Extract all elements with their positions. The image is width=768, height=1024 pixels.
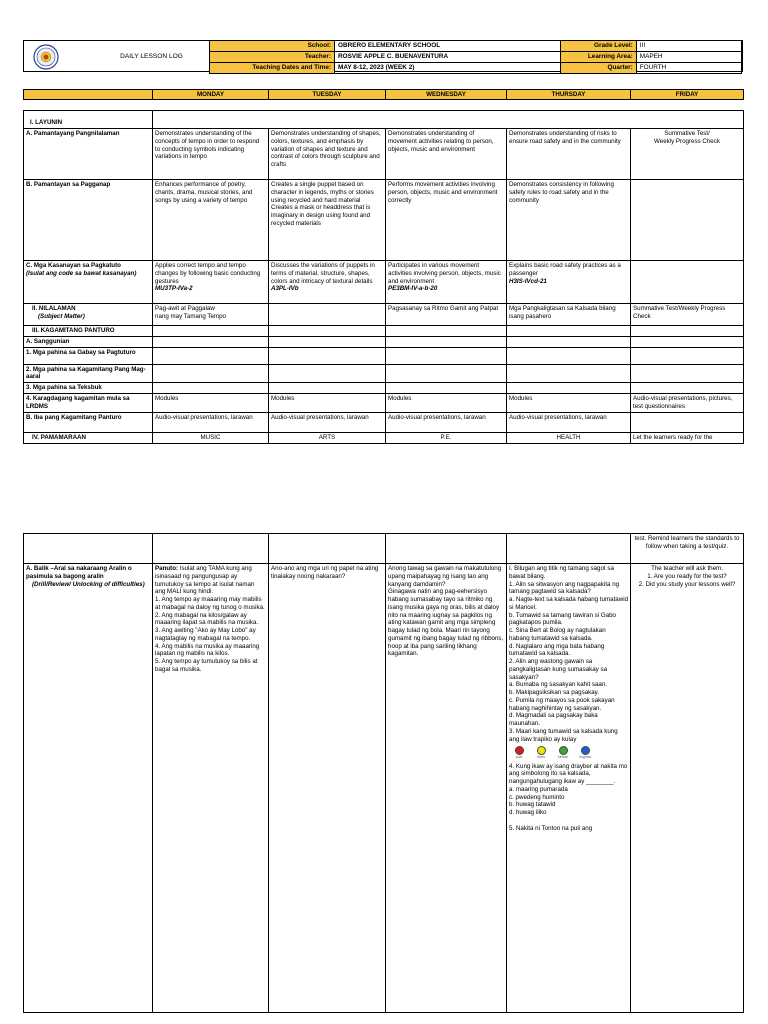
c-friday bbox=[631, 261, 744, 304]
p2-top-thu bbox=[507, 534, 631, 564]
balik-thursday-part2: 4. Kung ikaw ay isang drayber at nakita mo ang simbolong ito sa kalsada, nangungahulugang ikaw ay ________. a. maaring pumarada c. pwedeng huminto b. huwag tatawid d. huwag iliko bbox=[509, 762, 628, 817]
school-value: OBRERO ELEMENTARY SCHOOL bbox=[335, 41, 561, 52]
balik-tuesday: Ano-ano ang mga uri ng papet na ating tinalakay noong nakaraan? bbox=[269, 564, 386, 1013]
nilalaman-friday: Summative Test/Weekly Progress Check bbox=[631, 304, 744, 326]
kp-wed bbox=[386, 326, 507, 337]
nilalaman-monday: Pag-awit at Paggalaw nang may Tamang Tempo bbox=[153, 304, 269, 326]
pamantayan-sa-pagganap-label: B. Pamantayan sa Pagganap bbox=[24, 180, 153, 261]
day-friday: FRIDAY bbox=[631, 90, 744, 100]
p2-top-wed bbox=[386, 534, 507, 564]
km-thu bbox=[507, 364, 631, 383]
sg-mon bbox=[153, 336, 269, 347]
pamamaraan-monday: MUSIC bbox=[153, 432, 269, 443]
green-circle-icon bbox=[559, 746, 568, 755]
b-friday bbox=[631, 180, 744, 261]
karagdagang-monday: Modules bbox=[153, 393, 269, 412]
pamamaraan-friday: Let the learners ready for the bbox=[631, 432, 744, 443]
b-wednesday: Performs movement activities involving person, objects, music and environment correctly bbox=[386, 180, 507, 261]
dates-value: MAY 8-12, 2023 (WEEK 2) bbox=[335, 63, 561, 74]
iba-monday: Audio-visual presentations, larawan bbox=[153, 412, 269, 432]
tb-fri bbox=[631, 383, 744, 394]
yellow-circle-icon bbox=[537, 746, 546, 755]
p2-friday-continuation: test. Remind learners the standards to follow when taking a test/quiz. bbox=[631, 534, 744, 564]
balik-friday: The teacher will ask them. 1. Are you ready for the test? 2. Did you study your lessons well? bbox=[631, 564, 744, 1013]
nilalaman-tuesday bbox=[269, 304, 386, 326]
tb-thu bbox=[507, 383, 631, 394]
kasanayan-label: C. Mga Kasanayan sa Pagkatuto bbox=[26, 262, 121, 269]
days-header-row bbox=[23, 89, 744, 100]
panuto-label: Panuto: bbox=[155, 565, 179, 572]
tb-wed bbox=[386, 383, 507, 394]
traffic-choice bbox=[557, 746, 569, 759]
balik-thursday bbox=[507, 564, 631, 1013]
teacher-value: ROSVIE APPLE C. BUENAVENTURA bbox=[335, 52, 561, 63]
gb-thu bbox=[507, 347, 631, 364]
iba-tuesday: Audio-visual presentations, larawan bbox=[269, 412, 386, 432]
learning-area-value: MAPEH bbox=[636, 52, 741, 63]
balik-thursday-part1: I. Bilugan ang titik ng tamang sagot sa bawat bilang. 1. Alin sa sitwasyon ang nagpapakita ng tamang pagtawid sa kalsada? a. Nagte-text sa kalsada habang tumatawid si Maricel. b. Tumawid sa tamang tawiran si Gabo pagkatapos pumila. c. Sina Bert at Bolog ay nagtulakan habang tumatawid sa kalsada. d. Naglalaro ang mga bata habang tumatawid sa kalsada. 2. Alin ang wastong gawain sa pangkaligtasan kung sumasakay sa sasakyan? a. Bumaba ng sasakyan kahit saan. b. Makipagsiksikan sa pagsakay. c. Pumila ng maayos sa pook sakayan habang naghihintay ng sasakyan. d. Magmadali sa pagsakay baka maunahan. 3. Maari kang tumawid sa kalsada kung ang ilaw trapiko ay kulay bbox=[509, 565, 629, 743]
gb-wed bbox=[386, 347, 507, 364]
c-tuesday-code: A3PL-IVb bbox=[271, 285, 299, 293]
km-wed bbox=[386, 364, 507, 383]
kagamitang-mag-aaral-label: 2. Mga pahina sa Kagamitang Pang Mag-aaral bbox=[24, 364, 153, 383]
kp-fri bbox=[631, 326, 744, 337]
c-wednesday bbox=[386, 261, 507, 304]
karagdagang-label: 4. Karagdagang kagamitan mula sa LRDMS bbox=[24, 393, 153, 412]
c-monday-code: MU3TP-IVa-2 bbox=[155, 285, 193, 293]
lesson-table-page2 bbox=[23, 533, 744, 1013]
c-thursday-text: Explains basic road safety practices as a passenger bbox=[509, 262, 621, 277]
kasanayan-note: (Isulat ang code sa bawat kasanayan) bbox=[26, 269, 137, 277]
gb-fri bbox=[631, 347, 744, 364]
sanggunian-label: A. Sanggunian bbox=[24, 336, 153, 347]
sg-thu bbox=[507, 336, 631, 347]
balik-aral-note: (Drill/Review/ Unlocking of difficulties) bbox=[32, 580, 145, 588]
km-fri bbox=[631, 364, 744, 383]
iba-wednesday: Audio-visual presentations, larawan bbox=[386, 412, 507, 432]
sg-fri bbox=[631, 336, 744, 347]
sg-tue bbox=[269, 336, 386, 347]
sg-wed bbox=[386, 336, 507, 347]
km-tue bbox=[269, 364, 386, 383]
blue-circle-icon bbox=[581, 746, 590, 755]
kp-thu bbox=[507, 326, 631, 337]
deped-seal-icon bbox=[26, 43, 66, 71]
traffic-light-choices bbox=[513, 746, 628, 759]
a-thursday: Demonstrates understanding of risks to ensure road safety and in the community bbox=[507, 129, 631, 180]
p2-top-mon bbox=[153, 534, 269, 564]
b-thursday: Demonstrates consistency in following safety rules to road safety and in the community bbox=[507, 180, 631, 261]
balik-monday-text: Isulat ang TAMA kung ang isinasaad ng pangungusap ay tumutukoy sa tempo at isulat naman ang MALI kung hindi. 1. Ang tempo ay maaaring may mabilis at mabagal na daloy ng tunog o musika. 2. Ang mabagal na kilos/galaw ay maaaring ilapat sa mabilis na musika. 3. Ang awiting "Ako ay May Lobo" ay nagtataglay ng mabagal na tempo. 4. Ang mabilis na musika ay maaaring lapatan ng mabilis na kilos. 5. Ang tempo ay tumutukoy sa bilis at bagal sa musika. bbox=[155, 565, 265, 673]
c-tuesday-text: Discusses the variations of puppets in terms of material, structure, shapes, colors and intricacy of textural details bbox=[271, 262, 375, 285]
iba-thursday: Audio-visual presentations, larawan bbox=[507, 412, 631, 432]
c-monday-text: Applies correct tempo and tempo changes by following basic conducting gestures bbox=[155, 262, 261, 285]
pamamaraan-wednesday: P.E. bbox=[386, 432, 507, 443]
c-tuesday bbox=[269, 261, 386, 304]
days-corner-cell bbox=[24, 90, 153, 100]
school-label: School: bbox=[210, 41, 335, 52]
kasanayan-cell bbox=[24, 261, 153, 304]
learning-area-label: Learning Area: bbox=[561, 52, 637, 63]
pamantayang-pangnilalaman-label: A. Pamantayang Pangnilalaman bbox=[24, 129, 153, 180]
red-circle-icon bbox=[515, 746, 524, 755]
nilalaman-label: II. NILALAMAN bbox=[32, 305, 76, 312]
p2-top-tue bbox=[269, 534, 386, 564]
traffic-choice bbox=[535, 746, 547, 759]
dll-title: DAILY LESSON LOG bbox=[120, 53, 183, 60]
balik-thursday-part3: 5. Nakita ni Tonton na puli ang bbox=[509, 824, 593, 832]
km-mon bbox=[153, 364, 269, 383]
karagdagang-tuesday: Modules bbox=[269, 393, 386, 412]
day-monday: MONDAY bbox=[153, 90, 269, 100]
teacher-label: Teacher: bbox=[210, 52, 335, 63]
c-thursday bbox=[507, 261, 631, 304]
nilalaman-thursday: Mga Pangkaligtasan sa Kalsada bilang isang pasahero bbox=[507, 304, 631, 326]
teksbuk-label: 3. Mga pahina sa Teksbuk bbox=[24, 383, 153, 394]
gb-mon bbox=[153, 347, 269, 364]
a-monday: Demonstrates understanding of the concepts of tempo in order to respond to conducting symbols indicating variations in tempo bbox=[153, 129, 269, 180]
balik-wednesday: Anong tawag sa gawain na makatutulong upang maipahayag ng isang tao ang kanyang damdamin? Ginagawa natin ang pag-eehersisyo habang sumasabay tayo sa ritmiko ng isang musika gaya ng oras, bilis at daloy nito na maaring iugnay sa pagkilos ng ating katawan gamit ang mga simpleng bagay tulad ng bola. Maari rin tayong gumamit ng ibang bagay tulad ng ribbons, hoop at iba pang sariling likhang kagamitan. bbox=[386, 564, 507, 1013]
gabay-label: 1. Mga pahina sa Gabay sa Pagtuturo bbox=[24, 347, 153, 364]
kp-mon bbox=[153, 326, 269, 337]
day-tuesday: TUESDAY bbox=[269, 90, 386, 100]
c-thursday-code: H3IS-IVcd-21 bbox=[509, 277, 547, 285]
balik-aral-cell bbox=[24, 564, 153, 1013]
c-monday bbox=[153, 261, 269, 304]
quarter-label: Quarter: bbox=[561, 63, 637, 74]
dll-header bbox=[23, 40, 743, 72]
nilalaman-wednesday: Pagsasanay sa Ritmo Gamit ang Patpat bbox=[386, 304, 507, 326]
karagdagang-wednesday: Modules bbox=[386, 393, 507, 412]
p2-top-label bbox=[24, 534, 153, 564]
traffic-choice-caption: pula bbox=[515, 755, 523, 760]
traffic-choice-caption: bughaw bbox=[579, 755, 592, 760]
karagdagang-friday: Audio-visual presentations, pictures, test questionnaires bbox=[631, 393, 744, 412]
quarter-value: FOURTH bbox=[636, 63, 741, 74]
lesson-table-page1 bbox=[23, 110, 744, 444]
tb-tue bbox=[269, 383, 386, 394]
balik-aral-label: A. Balik –Aral sa nakaraang Aralin o pasimula sa bagong aralin bbox=[26, 565, 132, 580]
karagdagang-thursday: Modules bbox=[507, 393, 631, 412]
grade-level-value: III bbox=[636, 41, 741, 52]
a-tuesday: Demonstrates understanding of shapes, colors, textures, and emphasis by variation of shapes and texture and contrast of colors through sculpture and crafts bbox=[269, 129, 386, 180]
c-wednesday-code: PE3BM-IV-a-b-20 bbox=[388, 285, 438, 293]
traffic-choice bbox=[579, 746, 591, 759]
gb-tue bbox=[269, 347, 386, 364]
c-wednesday-text: Participates in various movement activities involving person, objects, music and environment bbox=[388, 262, 501, 285]
pamamaraan-thursday: HEALTH bbox=[507, 432, 631, 443]
dates-label: Teaching Dates and Time: bbox=[210, 63, 335, 74]
kagamitang-panturo-label: III. KAGAMITANG PANTURO bbox=[24, 326, 153, 337]
kp-tue bbox=[269, 326, 386, 337]
pamamaraan-label: IV. PAMAMARAAN bbox=[24, 432, 153, 443]
tb-mon bbox=[153, 383, 269, 394]
b-monday: Enhances performance of poetry, chants, drama, musical stories, and songs by using a variety of tempo bbox=[153, 180, 269, 261]
nilalaman-note: (Subject Matter) bbox=[38, 312, 85, 320]
traffic-choice-caption: dilaw bbox=[537, 755, 545, 760]
iba-pang-kagamitan-label: B. Iba pang Kagamitang Panturo bbox=[24, 412, 153, 432]
info-table bbox=[209, 40, 742, 74]
pamamaraan-tuesday: ARTS bbox=[269, 432, 386, 443]
iba-friday bbox=[631, 412, 744, 432]
nilalaman-cell bbox=[24, 304, 153, 326]
a-wednesday: Demonstrates understanding of movement activities relating to person, objects, music and environment bbox=[386, 129, 507, 180]
day-thursday: THURSDAY bbox=[507, 90, 631, 100]
layunin-blank bbox=[153, 111, 744, 129]
traffic-choice bbox=[513, 746, 525, 759]
layunin-heading: I. LAYUNIN bbox=[24, 111, 153, 129]
day-wednesday: WEDNESDAY bbox=[386, 90, 507, 100]
traffic-choice-caption: luntian bbox=[557, 755, 569, 760]
balik-monday bbox=[153, 564, 269, 1013]
grade-level-label: Grade Level: bbox=[561, 41, 637, 52]
a-friday: Summative Test/ Weekly Progress Check bbox=[631, 129, 744, 180]
b-tuesday: Creates a single puppet based on character in legends, myths or stories using recycled and hard material Creates a mask or headdress that is imaginary in design using found and recycled materials bbox=[269, 180, 386, 261]
